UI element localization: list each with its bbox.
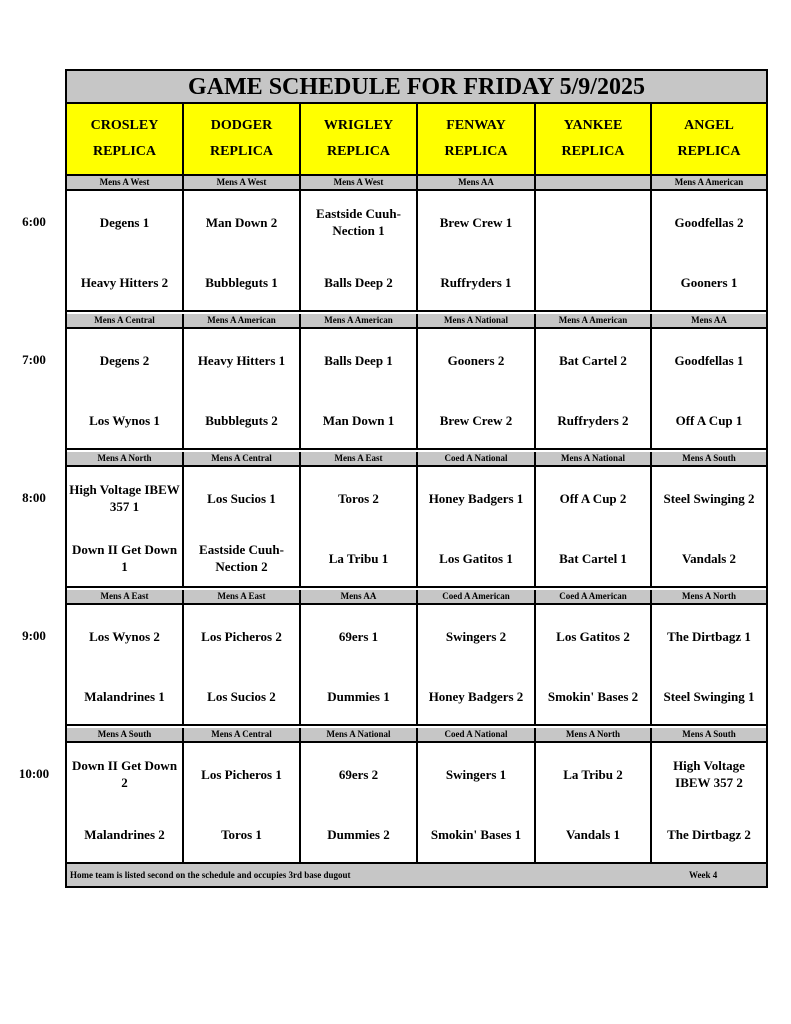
game-cell xyxy=(536,329,652,448)
division-label: Mens A East xyxy=(184,590,301,603)
game-cell xyxy=(652,743,766,862)
division-label: Mens A Central xyxy=(184,452,301,465)
game-cell xyxy=(67,329,184,448)
game-cell xyxy=(301,329,418,448)
away-team: Swingers 2 xyxy=(445,628,507,644)
week-label: Week 4 xyxy=(689,870,718,880)
game-cell xyxy=(184,605,301,724)
away-team: 69ers 1 xyxy=(338,628,379,644)
field-name: DODGER xyxy=(210,118,273,133)
division-label: Mens A Central xyxy=(184,728,301,741)
game-cell xyxy=(301,191,418,310)
home-team: Ruffryders 1 xyxy=(440,274,512,290)
footer-bar xyxy=(67,864,766,886)
field-header-row xyxy=(67,104,766,176)
home-team: Malandrines 2 xyxy=(84,826,165,842)
time-label: 8:00 xyxy=(22,490,46,505)
page-title: GAME SCHEDULE FOR FRIDAY 5/9/2025 xyxy=(67,71,766,104)
home-team: Vandals 2 xyxy=(681,550,737,566)
division-label: Mens A National xyxy=(301,728,418,741)
field-subtitle: REPLICA xyxy=(92,144,156,159)
home-team xyxy=(536,264,650,300)
home-team: Brew Crew 2 xyxy=(439,412,513,428)
division-label: Coed A National xyxy=(418,728,536,741)
game-cell xyxy=(536,743,652,862)
away-team: Steel Swinging 2 xyxy=(663,490,755,506)
home-team: Los Sucios 2 xyxy=(207,688,276,704)
away-team: High Voltage IBEW 357 2 xyxy=(673,758,745,790)
home-team: Eastside Cuuh-Nection 2 xyxy=(199,542,284,574)
division-label: Mens A American xyxy=(301,314,418,327)
game-cell xyxy=(536,191,652,310)
home-team: Bubbleguts 1 xyxy=(205,274,278,290)
division-label: Mens A South xyxy=(682,453,736,463)
game-cell xyxy=(301,467,418,586)
game-cell xyxy=(418,605,536,724)
game-cell xyxy=(301,605,418,724)
division-row xyxy=(67,176,766,191)
field-header-crosley xyxy=(67,104,184,176)
home-team: Los Wynos 1 xyxy=(89,412,160,428)
home-team: Smokin' Bases 2 xyxy=(547,688,639,704)
away-team xyxy=(536,204,650,240)
division-label: Coed A American xyxy=(536,590,652,603)
home-team: Gooners 1 xyxy=(680,274,738,290)
away-team: The Dirtbagz 1 xyxy=(667,628,751,644)
division-label: Mens A North xyxy=(67,452,184,465)
division-label: Mens AA xyxy=(418,176,536,189)
field-subtitle: REPLICA xyxy=(209,144,273,159)
home-team: Vandals 1 xyxy=(565,826,621,842)
division-label: Mens AA xyxy=(691,315,727,325)
division-label: Mens A South xyxy=(682,729,736,739)
away-team: Bat Cartel 2 xyxy=(559,352,627,368)
away-team: Los Picheros 2 xyxy=(201,628,282,644)
field-header-yankee xyxy=(536,104,652,176)
division-row xyxy=(67,728,766,743)
home-team: Smokin' Bases 1 xyxy=(430,826,522,842)
game-cell xyxy=(67,743,184,862)
game-cell xyxy=(536,467,652,586)
field-header-angel xyxy=(652,104,766,176)
division-label: Coed A American xyxy=(418,590,536,603)
away-team: Off A Cup 2 xyxy=(559,490,627,506)
game-cell xyxy=(184,329,301,448)
game-cell xyxy=(652,605,766,724)
field-name: FENWAY xyxy=(446,118,506,133)
home-team: Bubbleguts 2 xyxy=(205,412,278,428)
field-header-fenway xyxy=(418,104,536,176)
game-cell xyxy=(67,605,184,724)
game-cell xyxy=(418,743,536,862)
home-team: Malandrines 1 xyxy=(84,688,165,704)
away-team: Los Picheros 1 xyxy=(201,766,282,782)
home-team: Down II Get Down 1 xyxy=(71,542,178,574)
home-team: Toros 1 xyxy=(221,826,262,842)
home-team: Dummies 1 xyxy=(327,688,390,704)
home-team: Los Gatitos 1 xyxy=(439,550,513,566)
home-team: Off A Cup 1 xyxy=(675,412,743,428)
away-team: Down II Get Down 2 xyxy=(71,758,178,790)
home-team: La Tribu 1 xyxy=(328,550,389,566)
division-label: Mens A West xyxy=(301,176,418,189)
division-label xyxy=(536,176,652,189)
away-team: Toros 2 xyxy=(338,490,379,506)
field-name: CROSLEY xyxy=(90,118,159,133)
game-cell xyxy=(418,191,536,310)
time-label: 9:00 xyxy=(22,628,46,643)
field-name: ANGEL xyxy=(684,118,734,133)
division-label: Mens A East xyxy=(67,590,184,603)
game-cell xyxy=(652,329,766,448)
home-team: Man Down 1 xyxy=(322,412,395,428)
away-team: Swingers 1 xyxy=(445,766,507,782)
division-label: Mens A National xyxy=(418,314,536,327)
home-team: Ruffryders 2 xyxy=(557,412,629,428)
game-cell xyxy=(652,191,766,310)
division-label: Mens A South xyxy=(67,728,184,741)
game-row xyxy=(67,605,766,726)
division-label: Mens A East xyxy=(301,452,418,465)
field-subtitle: REPLICA xyxy=(326,144,390,159)
game-cell xyxy=(418,329,536,448)
division-label: Mens A West xyxy=(184,176,301,189)
field-name: WRIGLEY xyxy=(323,118,394,133)
game-cell xyxy=(301,743,418,862)
division-label: Mens A Central xyxy=(67,314,184,327)
game-cell xyxy=(652,467,766,586)
division-label: Mens A North xyxy=(682,591,736,601)
away-team: Brew Crew 1 xyxy=(439,214,513,230)
field-subtitle: REPLICA xyxy=(677,144,741,159)
away-team: La Tribu 2 xyxy=(563,766,623,782)
game-cell xyxy=(536,605,652,724)
home-team: Dummies 2 xyxy=(327,826,390,842)
away-team: Man Down 2 xyxy=(205,214,278,230)
home-team: Balls Deep 2 xyxy=(324,274,393,290)
home-team: Bat Cartel 1 xyxy=(559,550,627,566)
home-team: The Dirtbagz 2 xyxy=(667,826,751,842)
time-label: 7:00 xyxy=(22,352,46,367)
field-header-dodger xyxy=(184,104,301,176)
time-label: 6:00 xyxy=(22,214,46,229)
game-row xyxy=(67,329,766,450)
away-team: Heavy Hitters 1 xyxy=(197,352,286,368)
division-row xyxy=(67,314,766,329)
division-label: Mens A American xyxy=(674,177,744,187)
home-team: Honey Badgers 2 xyxy=(428,688,524,704)
division-label: Mens A West xyxy=(67,176,184,189)
game-cell xyxy=(184,743,301,862)
division-label: Mens A American xyxy=(184,314,301,327)
game-row xyxy=(67,743,766,864)
away-team: Degens 1 xyxy=(99,214,150,230)
home-team: Heavy Hitters 2 xyxy=(80,274,169,290)
away-team: Goodfellas 1 xyxy=(674,352,744,368)
division-label: Mens A National xyxy=(536,452,652,465)
game-cell xyxy=(67,191,184,310)
away-team: Eastside Cuuh-Nection 1 xyxy=(316,206,401,238)
field-subtitle: REPLICA xyxy=(561,144,625,159)
schedule-sheet xyxy=(65,69,768,888)
away-team: Balls Deep 1 xyxy=(324,352,393,368)
game-row xyxy=(67,467,766,588)
time-label: 10:00 xyxy=(18,766,50,781)
home-team: Steel Swinging 1 xyxy=(663,688,755,704)
game-cell xyxy=(67,467,184,586)
division-label: Coed A National xyxy=(418,452,536,465)
away-team: Gooners 2 xyxy=(447,352,505,368)
away-team: Degens 2 xyxy=(99,352,150,368)
division-row xyxy=(67,452,766,467)
game-cell xyxy=(418,467,536,586)
field-header-wrigley xyxy=(301,104,418,176)
away-team: Los Sucios 1 xyxy=(207,490,276,506)
division-row xyxy=(67,590,766,605)
footer-note: Home team is listed second on the schedule and occupies 3rd base dugout xyxy=(70,870,351,880)
game-row xyxy=(67,191,766,312)
division-label: Mens AA xyxy=(301,590,418,603)
division-label: Mens A North xyxy=(536,728,652,741)
away-team: Honey Badgers 1 xyxy=(428,490,524,506)
away-team: Los Gatitos 2 xyxy=(556,628,630,644)
away-team: 69ers 2 xyxy=(338,766,379,782)
game-cell xyxy=(184,191,301,310)
field-name: YANKEE xyxy=(563,118,623,133)
away-team: Los Wynos 2 xyxy=(89,628,160,644)
away-team: High Voltage IBEW 357 1 xyxy=(69,482,180,514)
away-team: Goodfellas 2 xyxy=(674,214,744,230)
game-cell xyxy=(184,467,301,586)
division-label: Mens A American xyxy=(536,314,652,327)
field-subtitle: REPLICA xyxy=(444,144,508,159)
